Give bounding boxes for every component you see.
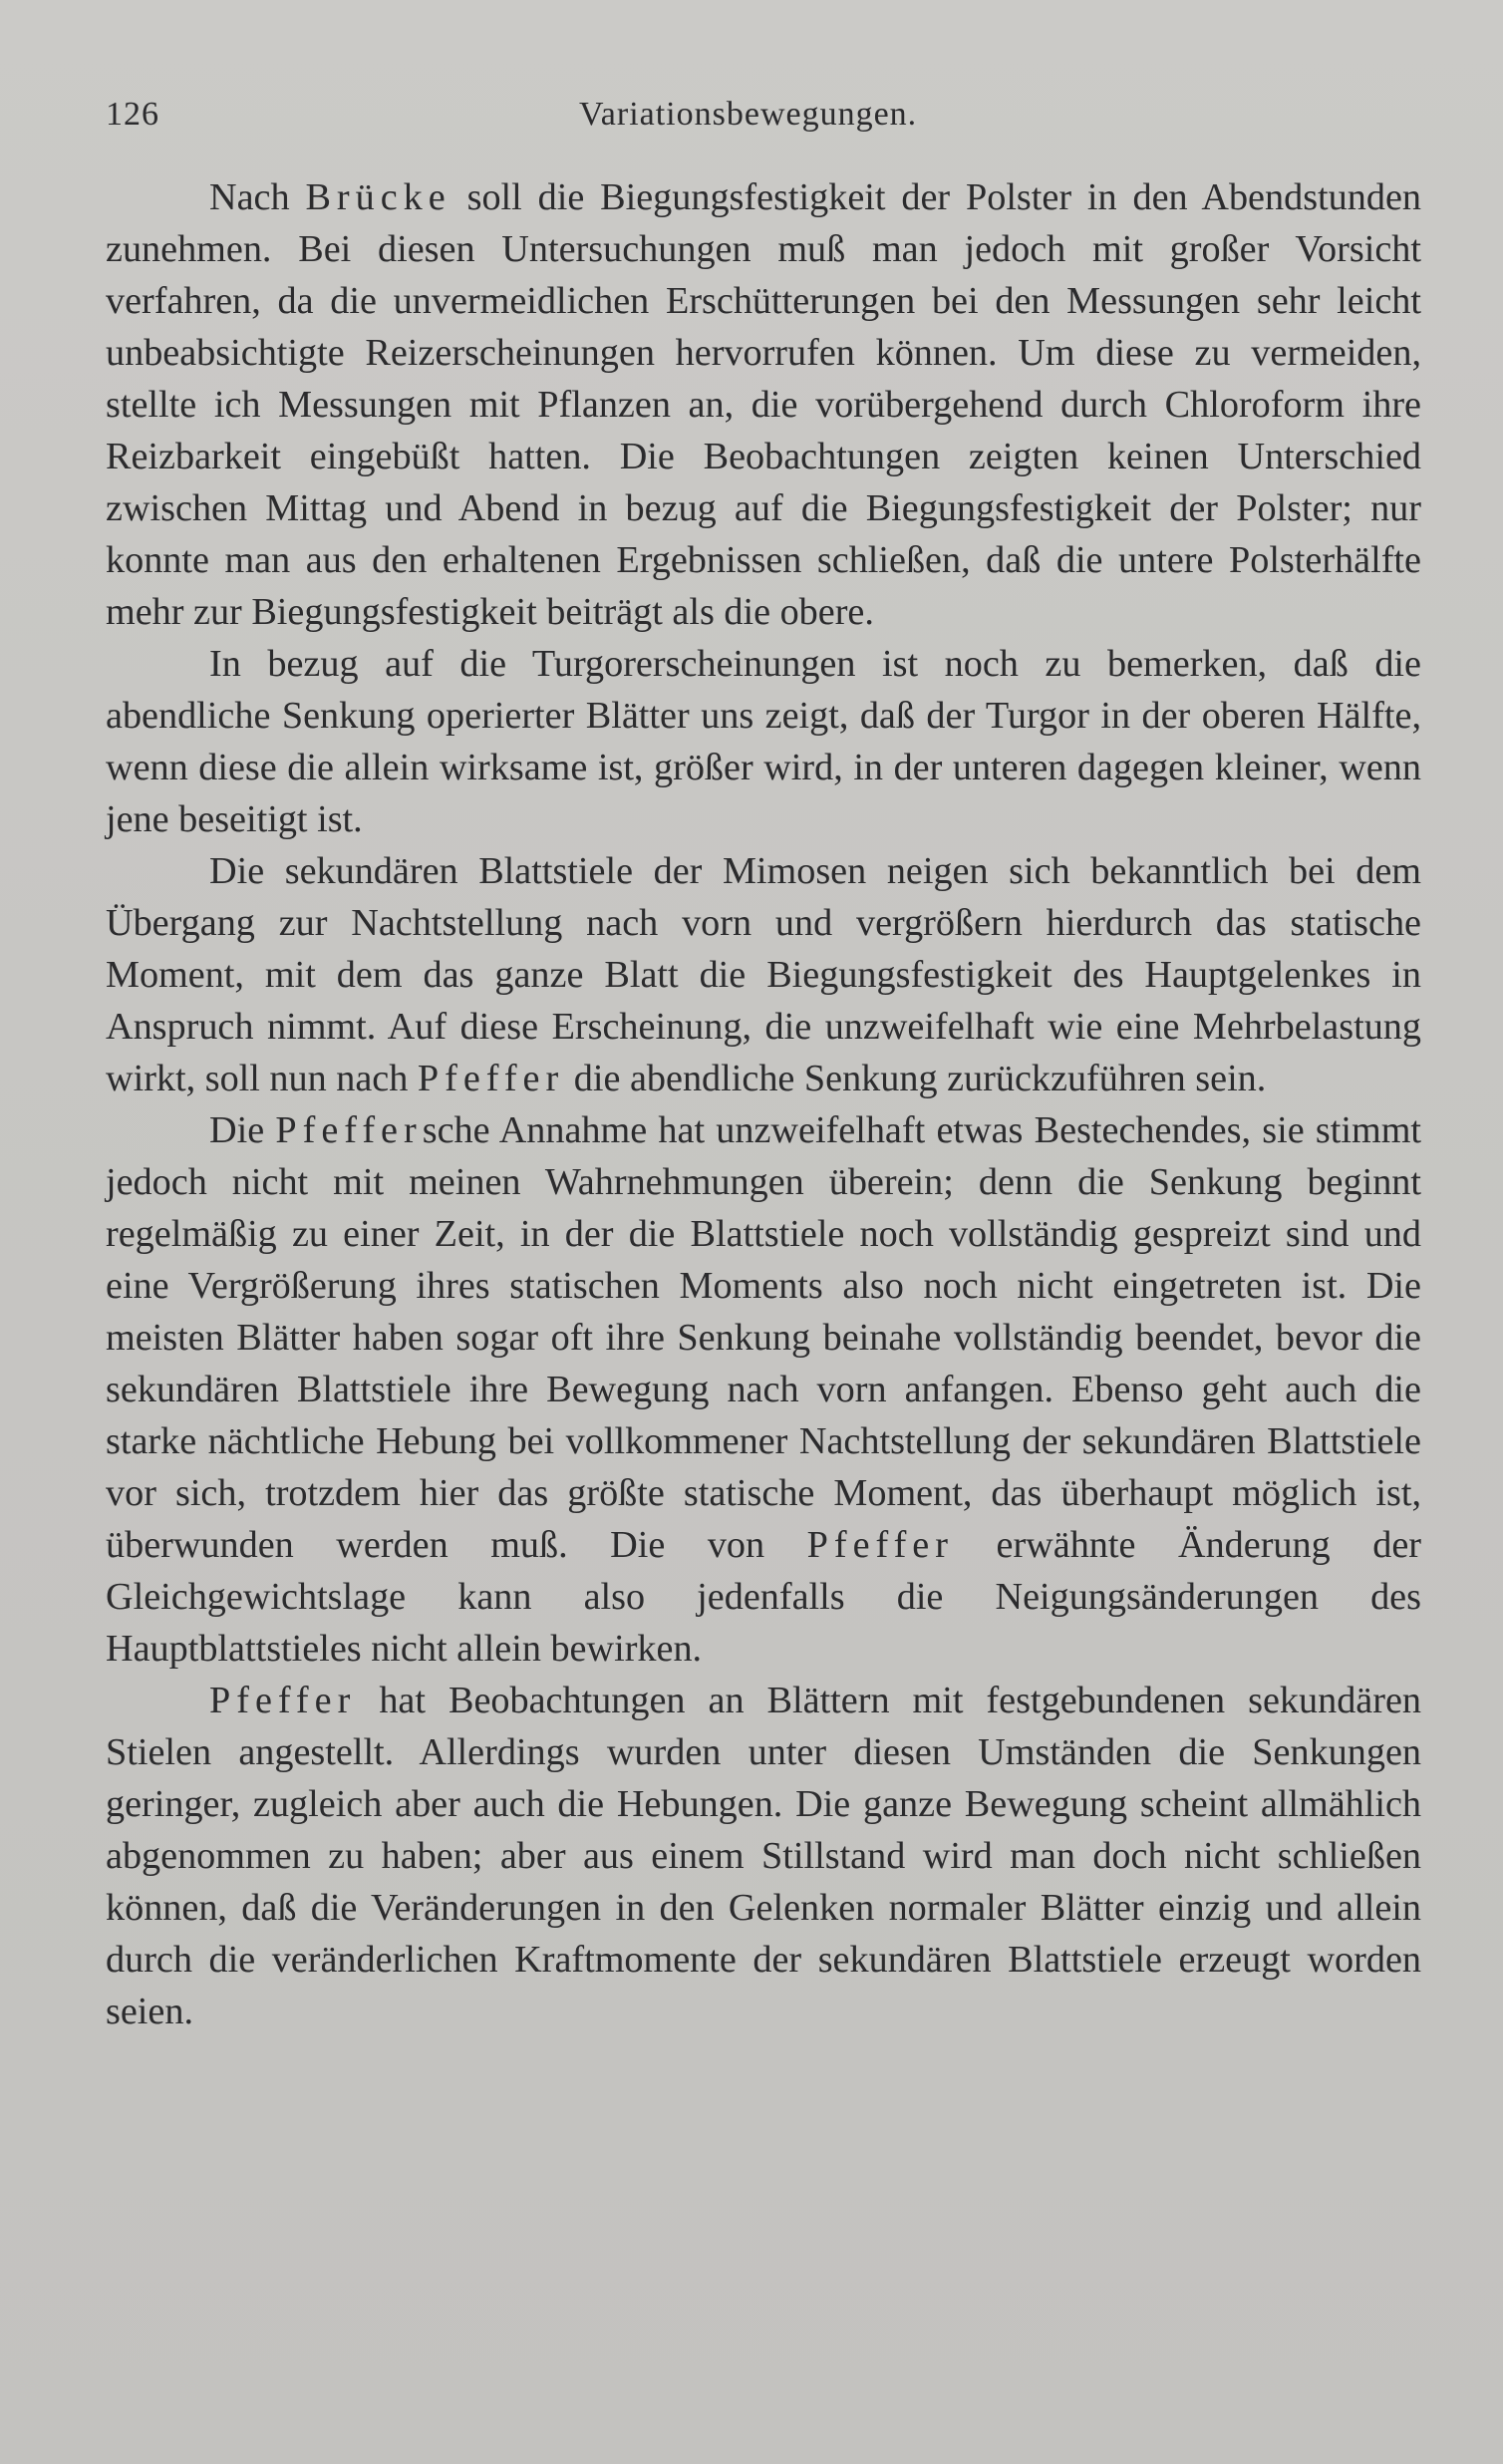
paragraph-4-text-a: Die (209, 1109, 276, 1151)
author-name-pfeffer: Pfeffer (417, 1058, 565, 1099)
paragraph-4-text-e: erwähnte Änderung der Gleichgewichtslage kann also jedenfalls die Neigungsänderungen des Hauptblattstieles nicht allein bewirken. (106, 1524, 1421, 1670)
author-name-pfeffer: Pfeffer (806, 1524, 954, 1566)
paragraph-5 (106, 1675, 1421, 2037)
paragraph-3 (106, 845, 1421, 1104)
author-name-pfeffer: Pfeffer (209, 1680, 357, 1721)
paragraph-1-text-a: Nach (209, 176, 306, 218)
paragraph-4 (106, 1104, 1421, 1675)
body-text (106, 171, 1421, 2037)
paragraph-3-text-a: Die sekundären Blattstiele der Mimosen neigen sich bekanntlich bei dem Übergang zur Nachtstellung nach vorn und vergrößern hierdurch das statische Moment, mit dem das ganze Blatt die Biegungsfestigkeit des Hauptgelenkes in Anspruch nimmt. Auf diese Erscheinung, die unzweifelhaft wie eine Mehrbelastung wirkt, soll nun nach (106, 850, 1421, 1099)
paragraph-3-text-c: die abendliche Senkung zurückzuführen sein. (564, 1058, 1267, 1099)
paragraph-1-text-c: soll die Biegungsfestigkeit der Polster in den Abendstunden zunehmen. Bei diesen Untersuchungen muß man jedoch mit großer Vorsicht verfahren, da die unvermeidlichen Erschütterungen bei den Messungen sehr leicht unbeabsichtigte Reizerscheinungen hervorrufen können. Um diese zu vermeiden, stellte ich Messungen mit Pflanzen an, die vorübergehend durch Chloroform ihre Reizbarkeit eingebüßt hatten. Die Beobachtungen zeigten keinen Unterschied zwischen Mittag und Abend in bezug auf die Biegungsfestigkeit der Polster; nur konnte man aus den erhaltenen Ergebnissen schließen, daß die untere Polsterhälfte mehr zur Biegungsfestigkeit beiträgt als die obere. (106, 176, 1421, 633)
author-name-bruecke: Brücke (305, 176, 451, 218)
paragraph-2-text: In bezug auf die Turgorerscheinungen ist noch zu bemerken, daß die abendliche Senkung operierter Blätter uns zeigt, daß der Turgor in der oberen Hälfte, wenn diese die allein wirksame ist, größer wird, in der unteren dagegen kleiner, wenn jene beseitigt ist. (106, 643, 1421, 840)
paragraph-1 (106, 171, 1421, 638)
paragraph-2 (106, 638, 1421, 845)
page-header (106, 96, 1421, 146)
page-number: 126 (106, 96, 159, 133)
paragraph-4-text-c: sche Annahme hat unzweifelhaft etwas Bestechendes, sie stimmt jedoch nicht mit meinen Wahrnehmungen überein; denn die Senkung beginnt regelmäßig zu einer Zeit, in der die Blattstiele noch vollständig gespreizt sind und eine Vergrößerung ihres statischen Moments also noch nicht eingetreten ist. Die meisten Blätter haben sogar oft ihre Senkung beinahe vollständig beendet, bevor die sekundären Blattstiele ihre Bewegung nach vorn anfangen. Ebenso geht auch die starke nächtliche Hebung bei vollkommener Nachtstellung der sekundären Blattstiele vor sich, trotzdem hier das größte statische Moment, das überhaupt möglich ist, überwunden werden muß. Die von (106, 1109, 1422, 1566)
running-title: Variationsbewegungen. (579, 96, 918, 133)
author-name-pfeffer: Pfeffer (275, 1109, 423, 1151)
paragraph-5-text-b: hat Beobachtungen an Blättern mit festgebundenen sekundären Stielen angestellt. Allerdings wurden unter diesen Umständen die Senkungen geringer, zugleich aber auch die Hebungen. Die ganze Bewegung scheint allmählich abgenommen zu haben; aber aus einem Stillstand wird man doch nicht schließen können, daß die Veränderungen in den Gelenken normaler Blätter einzig und allein durch die veränderlichen Kraftmomente der sekundären Blattstiele erzeugt worden seien. (106, 1680, 1421, 2032)
